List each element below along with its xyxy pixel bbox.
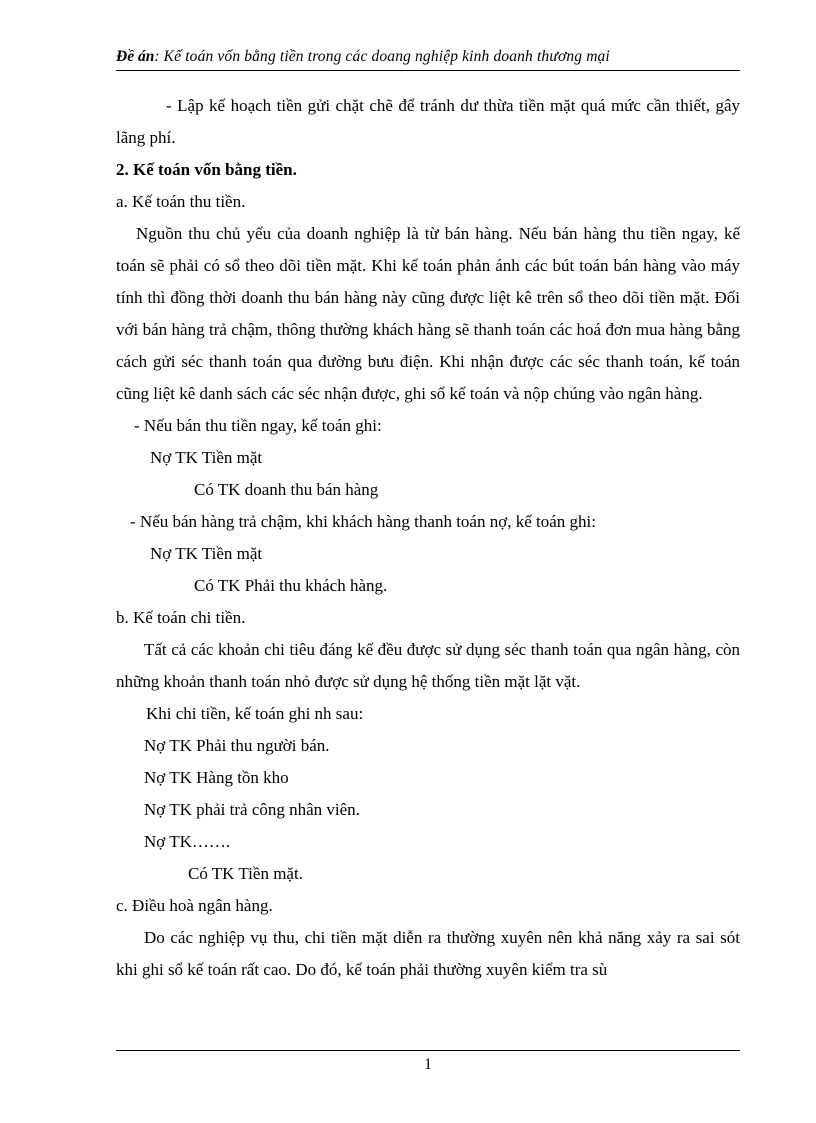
paragraph-revenue: Nguồn thu chủ yếu của doanh nghiệp là từ bán hàng. Nếu bán hàng thu tiền ngay, kế toán sẽ phải có sổ theo dõi tiền mặt. Khi kế toán phản ánh các bút toán bán hàng vào máy tính thì đồng thời doanh thu bán hàng này cũng được liệt kê trên sổ theo dõi tiền mặt. Đối với bán hàng trả chậm, thông thường khách hàng sẽ thanh toán các hoá đơn mua hàng bằng cách gửi séc thanh toán qua đường bưu điện. Khi nhận được các séc thanh toán, kế toán cũng liệt kê danh sách các séc nhận được, ghi sổ kế toán và nộp chúng vào ngân hàng. <box>116 224 740 403</box>
paragraph-reconciliation: Do các nghiệp vụ thu, chi tiền mặt diễn ra thường xuyên nên khả năng xảy ra sai sót khi ghi sổ kế toán rất cao. Do đó, kế toán phải thường xuyên kiểm tra sù <box>116 928 740 979</box>
header-label: Đề án <box>116 48 155 65</box>
entry-credit-sale-note: - Nếu bán hàng trả chậm, khi khách hàng thanh toán nợ, kế toán ghi: <box>130 512 596 531</box>
page-header <box>116 48 740 72</box>
entry-debit-inventory: Nợ TK Hàng tồn kho <box>144 768 289 787</box>
paragraph-deposit-plan: - Lập kế hoạch tiền gửi chặt chẽ để tránh dư thừa tiền mặt quá mức cần thiết, gây lãng phí. <box>116 96 740 147</box>
entry-cash-sale-note: - Nếu bán thu tiền ngay, kế toán ghi: <box>134 416 382 435</box>
entry-debit-payable-seller: Nợ TK Phải thu người bán. <box>144 736 330 755</box>
entry-credit-receivable: Có TK Phải thu khách hàng. <box>194 576 388 595</box>
subheading-payments: b. Kế toán chi tiền. <box>116 608 246 627</box>
entry-credit-cash: Có TK Tiền mặt. <box>188 864 303 883</box>
entry-debit-other: Nợ TK……. <box>144 832 231 851</box>
entry-debit-wages: Nợ TK phải trả công nhân viên. <box>144 800 360 819</box>
subheading-bank-reconciliation: c. Điều hoà ngân hàng. <box>116 896 273 915</box>
subheading-receipts: a. Kế toán thu tiền. <box>116 192 246 211</box>
entry-credit-revenue: Có TK doanh thu bán hàng <box>194 480 379 499</box>
entry-debit-cash-2: Nợ TK Tiền mặt <box>150 544 263 563</box>
paragraph-payments: Tất cả các khoản chi tiêu đáng kể đều được sử dụng séc thanh toán qua ngân hàng, còn những khoản thanh toán nhỏ được sử dụng hệ thống tiền mặt lặt vặt. <box>116 640 740 691</box>
document-body <box>116 90 740 986</box>
section-heading: 2. Kế toán vốn bằng tiền. <box>116 160 297 179</box>
footer-divider <box>116 1050 740 1051</box>
entry-debit-cash: Nợ TK Tiền mặt <box>150 448 263 467</box>
entry-payment-intro: Khi chi tiền, kế toán ghi nh sau: <box>146 704 364 723</box>
page-number: 1 <box>424 1056 432 1073</box>
header-title: : Kế toán vốn bằng tiền trong các doang nghiệp kinh doanh thương mại <box>154 48 610 65</box>
header-divider <box>116 70 740 71</box>
